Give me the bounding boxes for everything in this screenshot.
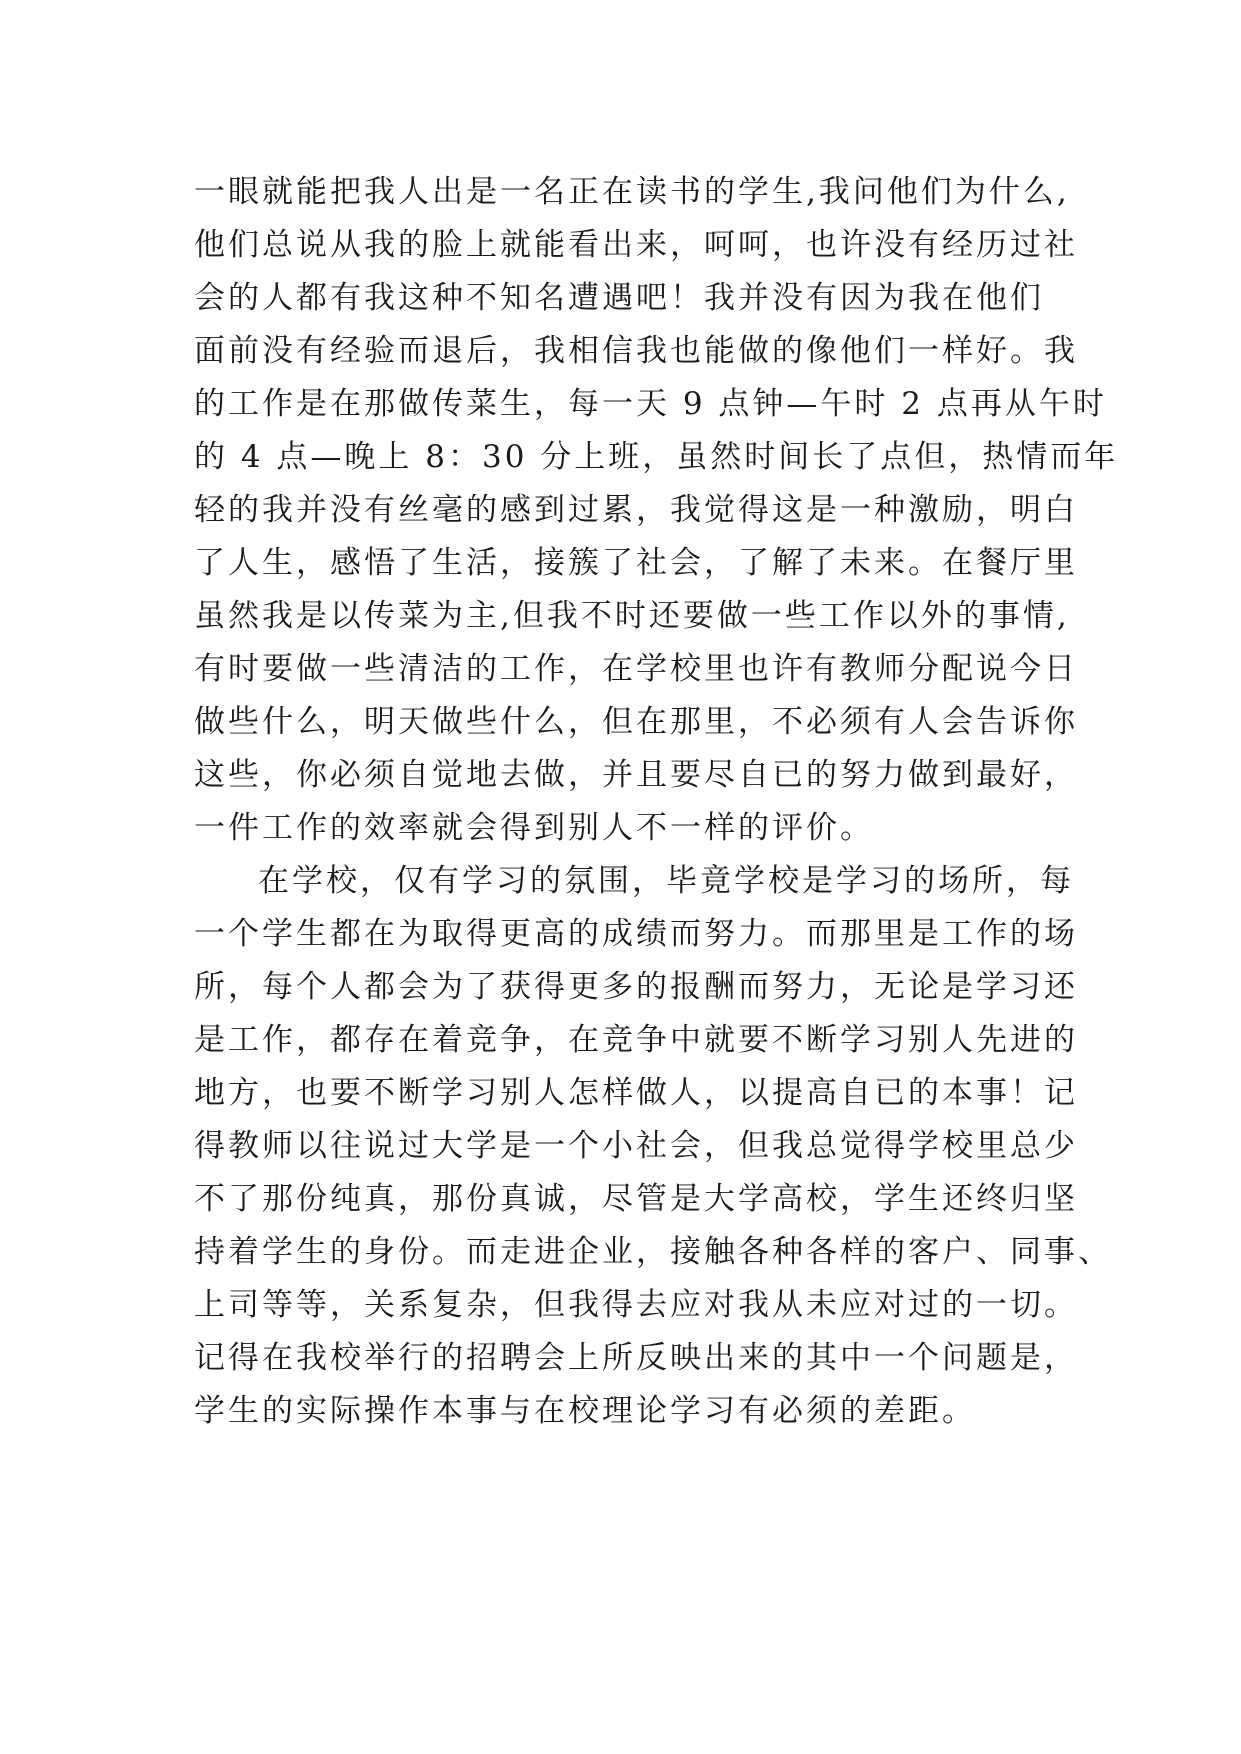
text-line: 这些，你必须自觉地去做，并且要尽自已的努力做到最好，: [194, 757, 1078, 793]
text-line: 他们总说从我的脸上就能看出来，呵呵，也许没有经历过社: [194, 227, 1078, 263]
text-line: 虽然我是以传菜为主,但我不时还要做一些工作以外的事情,: [194, 598, 1070, 634]
text-line: 不了那份纯真，那份真诚，尽管是大学高校，学生还终归坚: [194, 1181, 1078, 1217]
text-line: 有时要做一些清洁的工作，在学校里也许有教师分配说今日: [194, 651, 1078, 687]
text-line: 学生的实际操作本事与在校理论学习有必须的差距。: [194, 1393, 976, 1429]
text-line: 是工作，都存在着竞争，在竞争中就要不断学习别人先进的: [194, 1022, 1078, 1058]
text-line: 一眼就能把我人出是一名正在读书的学生,我问他们为什么,: [194, 174, 1070, 210]
text-line: 得教师以往说过大学是一个小社会，但我总觉得学校里总少: [194, 1128, 1078, 1164]
text-line: 会的人都有我这种不知名遭遇吧！我并没有因为我在他们: [194, 280, 1044, 316]
text-line: 了人生，感悟了生活，接簇了社会，了解了未来。在餐厅里: [194, 545, 1078, 581]
text-line: 的工作是在那做传菜生，每一天 9 点钟—午时 2 点再从午时: [194, 386, 1107, 422]
text-line: 的 4 点—晚上 8：30 分上班，虽然时间长了点但，热情而年: [194, 439, 1119, 475]
text-line: 轻的我并没有丝毫的感到过累，我觉得这是一种激励，明白: [194, 492, 1078, 528]
document-body: [194, 166, 1119, 1438]
text-line: 记得在我校举行的招聘会上所反映出来的其中一个问题是，: [194, 1340, 1078, 1376]
text-line: 一件工作的效率就会得到别人不一样的评价。: [194, 810, 874, 846]
text-line: 所，每个人都会为了获得更多的报酬而努力，无论是学习还: [194, 969, 1078, 1005]
text-line: 上司等等，关系复杂，但我得去应对我从未应对过的一切。: [194, 1287, 1078, 1323]
text-line: 面前没有经验而退后，我相信我也能做的像他们一样好。我: [194, 333, 1078, 369]
text-line: 地方，也要不断学习别人怎样做人，以提高自已的本事！记: [194, 1075, 1078, 1111]
text-line: 持着学生的身份。而走进企业，接触各种各样的客户、同事、: [194, 1234, 1112, 1270]
text-line: 一个学生都在为取得更高的成绩而努力。而那里是工作的场: [194, 916, 1078, 952]
text-line: 做些什么，明天做些什么，但在那里，不必须有人会告诉你: [194, 704, 1078, 740]
paragraph-first-line: 在学校，仅有学习的氛围，毕竟学校是学习的场所，每: [258, 863, 1074, 899]
